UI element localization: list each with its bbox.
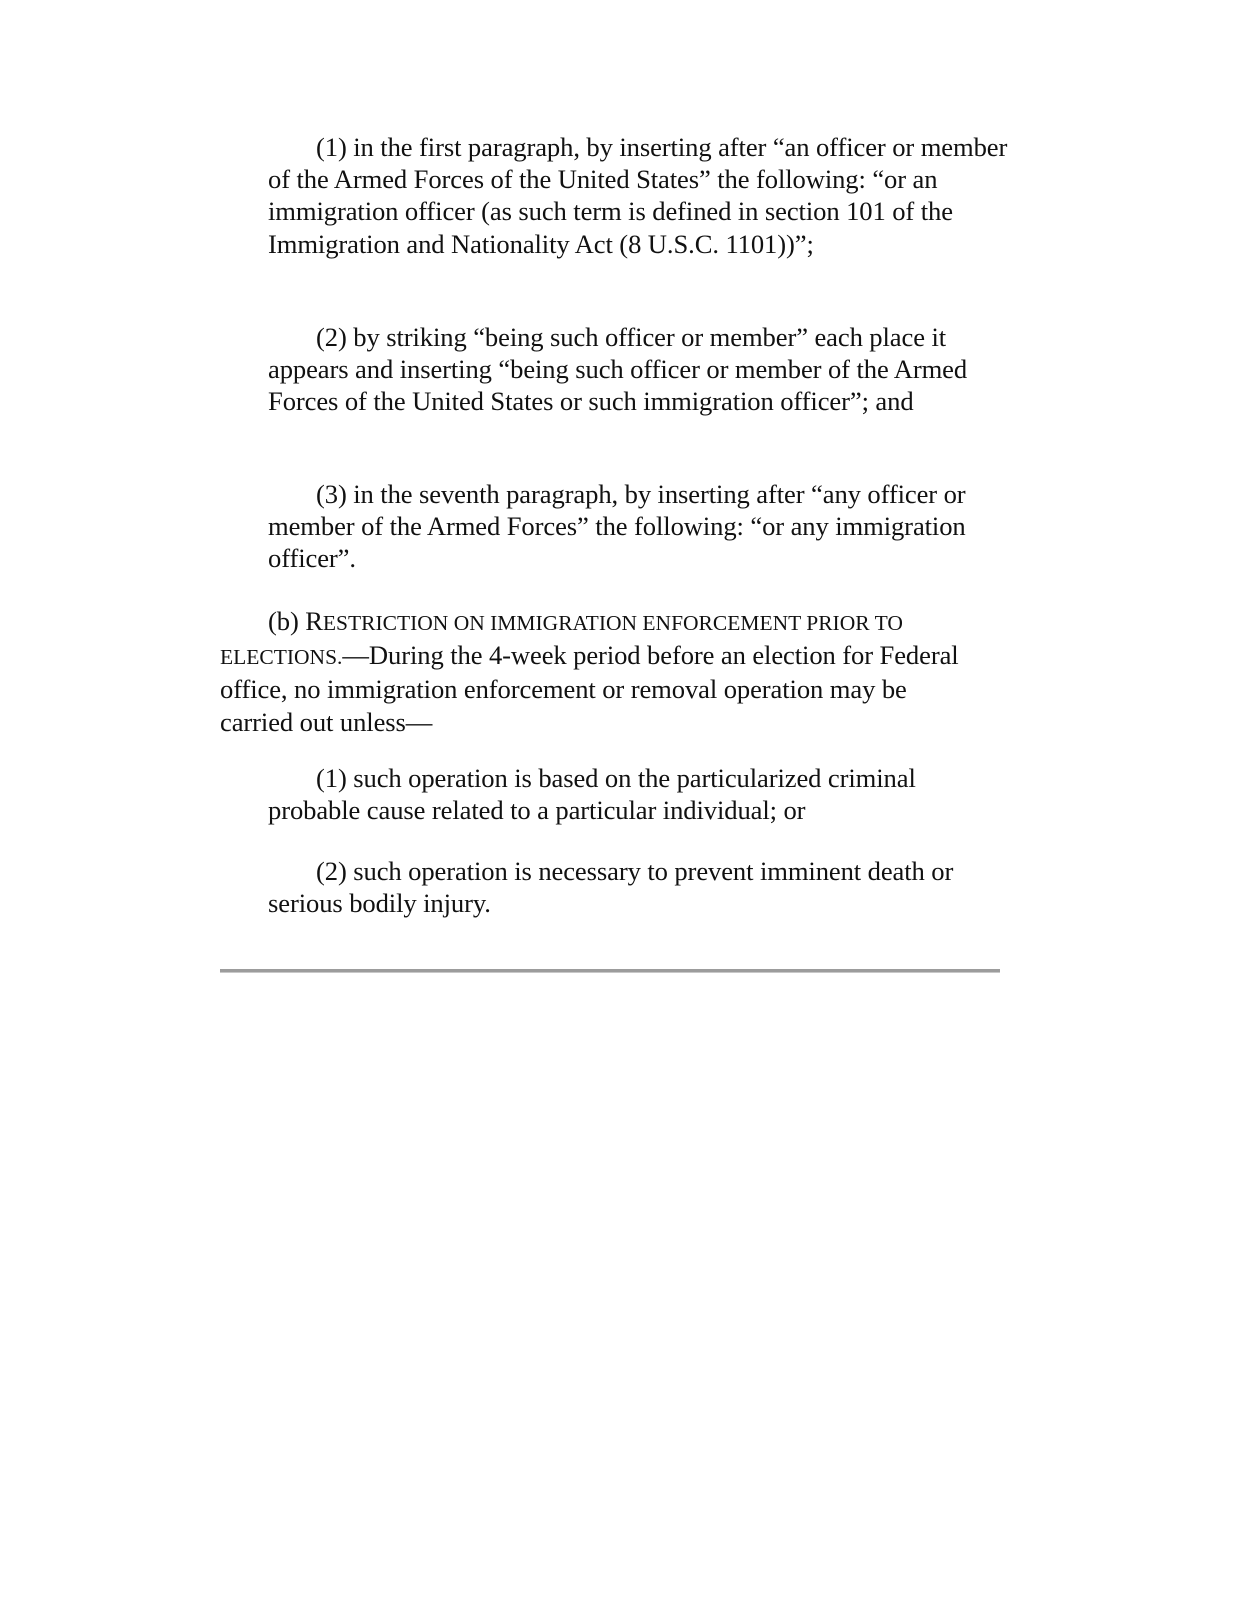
subsection-b-label: (b) <box>268 606 306 636</box>
subsection-b-item-2: (2) such operation is necessary to prevent imminent death or serious bodily injury. <box>268 856 954 919</box>
subsection-b-item-1: (1) such operation is based on the particularized criminal probable cause related to a particular individual; or <box>268 763 916 826</box>
subsection-b-paragraph <box>220 605 980 738</box>
em-dash: — <box>342 640 369 671</box>
subsection-a-paragraph-3: (3) in the seventh paragraph, by inserting after “any officer or member of the Armed Forces” the following: “or any immigration officer”. <box>268 479 966 574</box>
subsection-b-heading: ESTRICTION ON IMMIGRATION ENFORCEMENT PRIOR TO ELECTIONS. <box>220 611 903 670</box>
subsection-b-heading-initial: R <box>305 606 323 636</box>
subsection-b-body: During the 4-week period before an election for Federal office, no immigration enforcement or removal operation may be carried out unless— <box>220 640 959 737</box>
subsection-a-paragraph-1: (1) in the first paragraph, by inserting after “an officer or member of the Armed Forces of the United States” the following: “or an immigration officer (as such term is defined in section 101 of the Immigration and Nationality Act (8 U.S.C. 1101))”; <box>268 132 1008 259</box>
horizontal-rule-divider <box>220 969 1000 973</box>
subsection-a-paragraph-2: (2) by striking “being such officer or member” each place it appears and inserting “being such officer or member of the Armed Forces of the United States or such immigration officer”; and <box>268 322 968 417</box>
